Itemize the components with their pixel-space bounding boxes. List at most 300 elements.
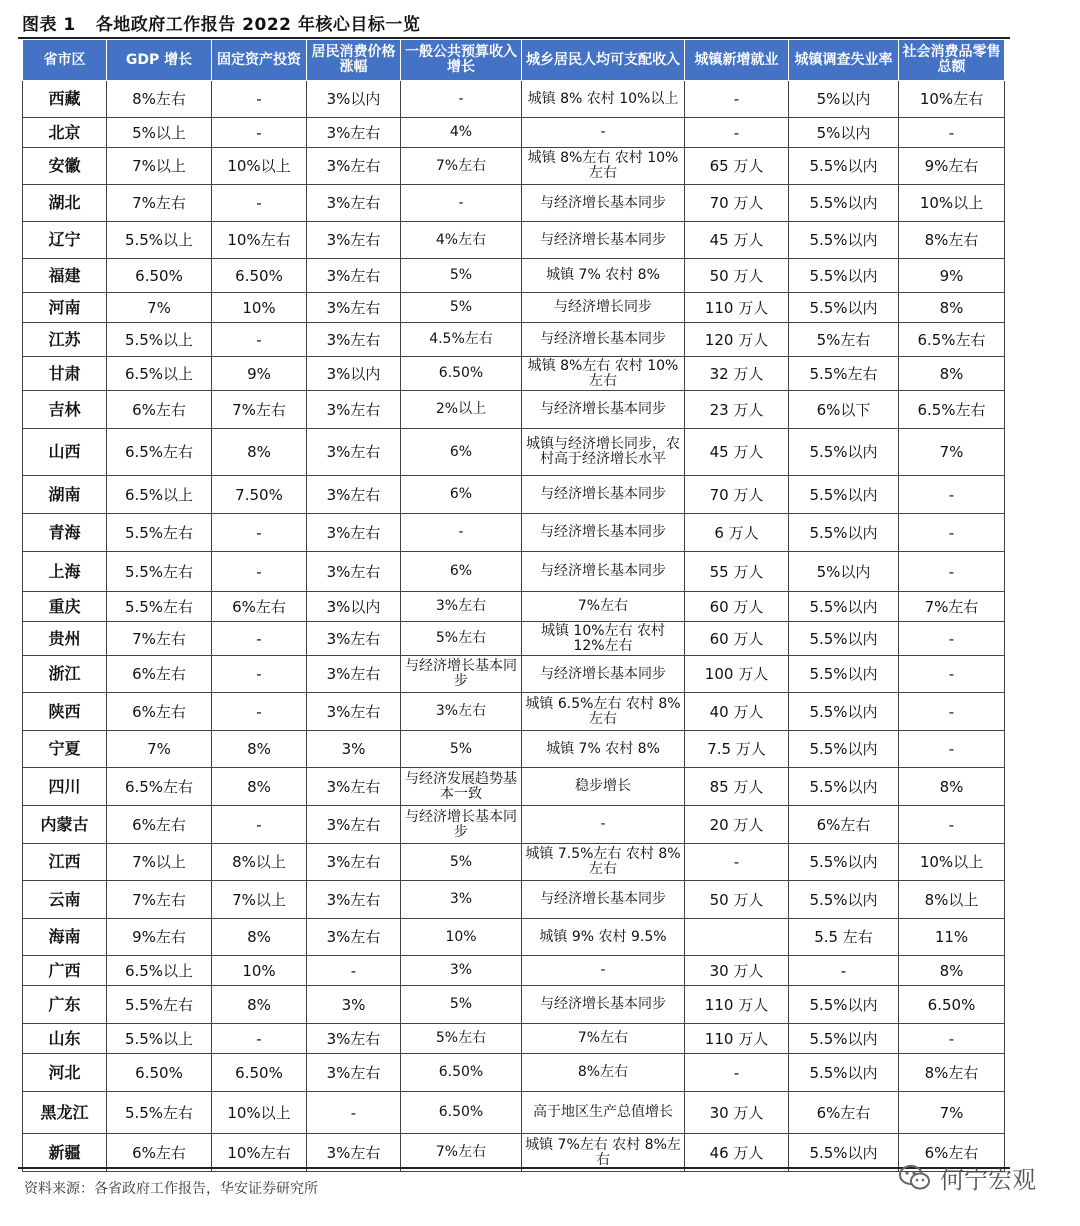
- table-cell: 5.5%以上: [107, 222, 212, 259]
- table-cell: 8%以上: [899, 881, 1005, 919]
- table-cell: 与经济增长基本同步: [522, 391, 685, 429]
- table-cell: 5%: [401, 259, 522, 293]
- table-cell: 5.5 左右: [789, 919, 899, 956]
- table-cell: 3%左右: [307, 222, 401, 259]
- table-cell: 7%以上: [212, 881, 307, 919]
- figure-title: [22, 10, 420, 35]
- table-cell: 6%左右: [107, 806, 212, 844]
- table-row: [23, 552, 1005, 592]
- table-cell: -: [401, 514, 522, 552]
- table-cell: 10%: [212, 293, 307, 323]
- table-row: [23, 693, 1005, 731]
- table-cell: 与经济增长基本同步: [401, 806, 522, 844]
- table-cell: 120 万人: [685, 323, 789, 357]
- table-cell: -: [685, 844, 789, 881]
- table-cell: 5.5%以内: [789, 148, 899, 185]
- province-cell: 西藏: [23, 81, 107, 118]
- table-cell: -: [212, 81, 307, 118]
- table-cell: -: [212, 118, 307, 148]
- table-cell: 9%左右: [107, 919, 212, 956]
- table-cell: -: [899, 476, 1005, 514]
- table-cell: 30 万人: [685, 956, 789, 986]
- table-cell: 3%左右: [307, 1054, 401, 1092]
- province-cell: 内蒙古: [23, 806, 107, 844]
- table-cell: 70 万人: [685, 476, 789, 514]
- table-cell: 6%左右: [107, 656, 212, 693]
- table-cell: 10%: [212, 956, 307, 986]
- table-cell: 5.5%以内: [789, 592, 899, 622]
- table-cell: 10%以上: [899, 844, 1005, 881]
- table-cell: 5.5%左右: [107, 552, 212, 592]
- table-cell: 城镇 7% 农村 8%: [522, 259, 685, 293]
- table-cell: 3%左右: [307, 293, 401, 323]
- table-cell: 5%左右: [401, 622, 522, 656]
- table-cell: 7%左右: [522, 592, 685, 622]
- table-row: [23, 881, 1005, 919]
- table-cell: 5.5%以内: [789, 844, 899, 881]
- table-cell: 3%左右: [307, 514, 401, 552]
- table-cell: -: [212, 185, 307, 222]
- table-row: [23, 956, 1005, 986]
- province-cell: 江苏: [23, 323, 107, 357]
- table-cell: 5.5%左右: [107, 592, 212, 622]
- source-note: 资料来源：各省政府工作报告，华安证券研究所: [24, 1181, 318, 1197]
- table-cell: 23 万人: [685, 391, 789, 429]
- table-cell: 100 万人: [685, 656, 789, 693]
- table-row: [23, 81, 1005, 118]
- table-cell: 8%: [212, 731, 307, 768]
- table-cell: 8%: [212, 768, 307, 806]
- table-cell: 高于地区生产总值增长: [522, 1092, 685, 1134]
- bottom-rule: [18, 1167, 1010, 1169]
- table-cell: 5.5%以上: [107, 323, 212, 357]
- watermark: [898, 1160, 1036, 1195]
- table-cell: 10%以上: [212, 1092, 307, 1134]
- table-cell: 10%左右: [899, 81, 1005, 118]
- province-cell: 河北: [23, 1054, 107, 1092]
- table-cell: 6.50%: [401, 1092, 522, 1134]
- table-cell: 4%左右: [401, 222, 522, 259]
- table-cell: 10%: [401, 919, 522, 956]
- table-cell: 与经济增长基本同步: [522, 656, 685, 693]
- column-header: 城乡居民人均可支配收入: [522, 40, 685, 81]
- table-cell: 7%以上: [107, 844, 212, 881]
- table-cell: 5%左右: [401, 1024, 522, 1054]
- table-cell: -: [685, 1054, 789, 1092]
- table-cell: 110 万人: [685, 1024, 789, 1054]
- table-cell: 5.5%以内: [789, 1054, 899, 1092]
- table-cell: -: [307, 1092, 401, 1134]
- table-cell: 城镇 8%左右 农村 10%左右: [522, 357, 685, 391]
- table-cell: -: [899, 731, 1005, 768]
- table-cell: 4%: [401, 118, 522, 148]
- province-cell: 福建: [23, 259, 107, 293]
- table-cell: [685, 919, 789, 956]
- table-cell: 6.50%: [107, 1054, 212, 1092]
- table-cell: 3%: [401, 956, 522, 986]
- table-cell: 5.5%以内: [789, 185, 899, 222]
- table-cell: 5.5%以内: [789, 622, 899, 656]
- table-cell: 8%左右: [107, 81, 212, 118]
- table-cell: 6.5%左右: [899, 323, 1005, 357]
- table-cell: 2%以上: [401, 391, 522, 429]
- table-row: [23, 259, 1005, 293]
- table-cell: 5.5%左右: [107, 986, 212, 1024]
- wechat-icon: [898, 1163, 932, 1193]
- table-cell: 与经济增长基本同步: [522, 222, 685, 259]
- column-header: GDP 增长: [107, 40, 212, 81]
- table-cell: 10%左右: [212, 222, 307, 259]
- table-cell: 7%: [107, 731, 212, 768]
- table-cell: 8%左右: [899, 1054, 1005, 1092]
- table-cell: 3%以内: [307, 592, 401, 622]
- table-cell: 6.5%左右: [107, 768, 212, 806]
- table-cell: 3%左右: [307, 1024, 401, 1054]
- table-cell: 6%左右: [899, 1134, 1005, 1172]
- table-cell: 8%左右: [899, 222, 1005, 259]
- table-cell: 与经济增长基本同步: [401, 656, 522, 693]
- table-cell: 7%左右: [401, 1134, 522, 1172]
- table-cell: 6.50%: [212, 259, 307, 293]
- table-cell: 70 万人: [685, 185, 789, 222]
- table-cell: 6%左右: [107, 1134, 212, 1172]
- table-cell: 40 万人: [685, 693, 789, 731]
- table-cell: 3%左右: [307, 693, 401, 731]
- table-cell: 6.50%: [899, 986, 1005, 1024]
- table-cell: -: [789, 956, 899, 986]
- province-cell: 江西: [23, 844, 107, 881]
- table-row: [23, 919, 1005, 956]
- table-cell: 与经济增长基本同步: [522, 986, 685, 1024]
- table-row: [23, 592, 1005, 622]
- province-cell: 山西: [23, 429, 107, 476]
- province-cell: 河南: [23, 293, 107, 323]
- table-cell: 10%左右: [212, 1134, 307, 1172]
- table-row: [23, 768, 1005, 806]
- table-cell: 5.5%左右: [107, 1092, 212, 1134]
- table-cell: 5.5%以内: [789, 1134, 899, 1172]
- column-header: 城镇新增就业: [685, 40, 789, 81]
- table-cell: 城镇 8% 农村 10%以上: [522, 81, 685, 118]
- table-cell: 7%: [899, 429, 1005, 476]
- table-cell: 3%左右: [307, 844, 401, 881]
- province-cell: 湖北: [23, 185, 107, 222]
- table-cell: 3%左右: [307, 1134, 401, 1172]
- table-cell: 65 万人: [685, 148, 789, 185]
- table-row: [23, 986, 1005, 1024]
- table-cell: 10%以上: [212, 148, 307, 185]
- table-row: [23, 1134, 1005, 1172]
- table-cell: -: [212, 622, 307, 656]
- province-cell: 四川: [23, 768, 107, 806]
- table-cell: 3%: [401, 881, 522, 919]
- table-cell: 3%左右: [307, 323, 401, 357]
- table-cell: -: [899, 552, 1005, 592]
- table-cell: 5%: [401, 293, 522, 323]
- column-header: 省市区: [23, 40, 107, 81]
- table-cell: 5.5%以内: [789, 293, 899, 323]
- table-cell: 3%左右: [307, 118, 401, 148]
- table-cell: -: [522, 806, 685, 844]
- province-cell: 吉林: [23, 391, 107, 429]
- table-cell: -: [899, 622, 1005, 656]
- province-cell: 青海: [23, 514, 107, 552]
- table-cell: 8%: [899, 357, 1005, 391]
- table-cell: 3%左右: [307, 881, 401, 919]
- table-cell: 5.5%以内: [789, 429, 899, 476]
- table-cell: 7%左右: [107, 622, 212, 656]
- table-cell: 城镇 7.5%左右 农村 8%左右: [522, 844, 685, 881]
- table-cell: -: [212, 323, 307, 357]
- province-cell: 陕西: [23, 693, 107, 731]
- table-cell: 3%左右: [401, 693, 522, 731]
- table-cell: -: [685, 81, 789, 118]
- table-cell: 5%以上: [107, 118, 212, 148]
- province-cell: 新疆: [23, 1134, 107, 1172]
- table-cell: 5.5%以内: [789, 881, 899, 919]
- table-cell: 9%: [212, 357, 307, 391]
- province-cell: 黑龙江: [23, 1092, 107, 1134]
- table-cell: 8%: [212, 986, 307, 1024]
- table-cell: 7.50%: [212, 476, 307, 514]
- table-cell: 7%以上: [107, 148, 212, 185]
- table-cell: 7%: [107, 293, 212, 323]
- table-row: [23, 476, 1005, 514]
- table-cell: 5%以内: [789, 552, 899, 592]
- table-cell: 城镇 9% 农村 9.5%: [522, 919, 685, 956]
- table-cell: 3%以内: [307, 357, 401, 391]
- column-header: 城镇调查失业率: [789, 40, 899, 81]
- table-cell: 4.5%左右: [401, 323, 522, 357]
- table-cell: 7%左右: [522, 1024, 685, 1054]
- table-cell: 60 万人: [685, 592, 789, 622]
- table-cell: 7%左右: [107, 881, 212, 919]
- table-cell: 6.5%以上: [107, 956, 212, 986]
- table-cell: 与经济增长同步: [522, 293, 685, 323]
- table-cell: 60 万人: [685, 622, 789, 656]
- table-cell: 3%左右: [307, 919, 401, 956]
- table-cell: 与经济增长基本同步: [522, 514, 685, 552]
- table-row: [23, 293, 1005, 323]
- table-cell: 5.5%以内: [789, 476, 899, 514]
- table-row: [23, 1054, 1005, 1092]
- table-cell: 3%左右: [307, 768, 401, 806]
- table-cell: -: [212, 693, 307, 731]
- table-cell: 6%左右: [789, 1092, 899, 1134]
- table-cell: 5%以内: [789, 81, 899, 118]
- table-cell: -: [899, 514, 1005, 552]
- table-cell: 城镇 7% 农村 8%: [522, 731, 685, 768]
- table-cell: 3%左右: [307, 806, 401, 844]
- table-row: [23, 806, 1005, 844]
- table-cell: 6.50%: [107, 259, 212, 293]
- table-cell: 5.5%以上: [107, 1024, 212, 1054]
- table-cell: 6.5%以上: [107, 357, 212, 391]
- table-header-row: [23, 40, 1005, 81]
- table-cell: 6%: [401, 476, 522, 514]
- province-cell: 辽宁: [23, 222, 107, 259]
- table-cell: 6.50%: [401, 357, 522, 391]
- table-cell: 7.5 万人: [685, 731, 789, 768]
- table-cell: 6.50%: [212, 1054, 307, 1092]
- table-row: [23, 357, 1005, 391]
- province-cell: 安徽: [23, 148, 107, 185]
- figure-title-text: 各地政府工作报告 2022 年核心目标一览: [95, 15, 421, 35]
- table-cell: 5.5%以内: [789, 514, 899, 552]
- table-cell: 3%左右: [307, 429, 401, 476]
- table-cell: -: [212, 1024, 307, 1054]
- table-cell: -: [899, 693, 1005, 731]
- table-cell: 5%: [401, 986, 522, 1024]
- table-cell: 30 万人: [685, 1092, 789, 1134]
- province-cell: 北京: [23, 118, 107, 148]
- column-header: 一般公共预算收入增长: [401, 40, 522, 81]
- table-cell: 110 万人: [685, 986, 789, 1024]
- table-cell: 3%: [307, 986, 401, 1024]
- table-cell: 5.5%以内: [789, 1024, 899, 1054]
- table-cell: 8%: [212, 919, 307, 956]
- table-row: [23, 731, 1005, 768]
- province-cell: 云南: [23, 881, 107, 919]
- table-row: [23, 148, 1005, 185]
- column-header: 居民消费价格涨幅: [307, 40, 401, 81]
- table-cell: 与经济增长基本同步: [522, 552, 685, 592]
- table-cell: 10%以上: [899, 185, 1005, 222]
- table-cell: 与经济增长基本同步: [522, 881, 685, 919]
- table-cell: 6%左右: [107, 391, 212, 429]
- table-cell: -: [401, 185, 522, 222]
- table-cell: 与经济增长基本同步: [522, 476, 685, 514]
- table-cell: 6.5%左右: [899, 391, 1005, 429]
- table-cell: 46 万人: [685, 1134, 789, 1172]
- province-cell: 贵州: [23, 622, 107, 656]
- column-header: 社会消费品零售总额: [899, 40, 1005, 81]
- table-row: [23, 391, 1005, 429]
- table-cell: 5%以内: [789, 118, 899, 148]
- table-cell: 城镇 7%左右 农村 8%左右: [522, 1134, 685, 1172]
- table-cell: 3%以内: [307, 81, 401, 118]
- table-row: [23, 1024, 1005, 1054]
- table-cell: 5.5%以内: [789, 768, 899, 806]
- table-cell: 5.5%以内: [789, 986, 899, 1024]
- table-cell: 6 万人: [685, 514, 789, 552]
- table-cell: 3%左右: [307, 185, 401, 222]
- table-cell: 6.5%以上: [107, 476, 212, 514]
- table-cell: 5%: [401, 731, 522, 768]
- province-cell: 浙江: [23, 656, 107, 693]
- table-cell: -: [212, 656, 307, 693]
- province-cell: 上海: [23, 552, 107, 592]
- table-cell: 3%左右: [307, 259, 401, 293]
- table-cell: 与经济增长基本同步: [522, 323, 685, 357]
- table-cell: -: [899, 118, 1005, 148]
- table-cell: 85 万人: [685, 768, 789, 806]
- table-cell: 50 万人: [685, 259, 789, 293]
- table-cell: -: [685, 118, 789, 148]
- column-header: 固定资产投资: [212, 40, 307, 81]
- province-cell: 宁夏: [23, 731, 107, 768]
- table-cell: 20 万人: [685, 806, 789, 844]
- table-cell: 6%以下: [789, 391, 899, 429]
- table-cell: 3%左右: [307, 656, 401, 693]
- table-cell: 5%: [401, 844, 522, 881]
- table-cell: 8%: [899, 293, 1005, 323]
- table-cell: 7%左右: [212, 391, 307, 429]
- province-cell: 广东: [23, 986, 107, 1024]
- table-cell: -: [307, 956, 401, 986]
- table-cell: 5.5%以内: [789, 259, 899, 293]
- table-row: [23, 844, 1005, 881]
- table-cell: -: [401, 81, 522, 118]
- table-row: [23, 656, 1005, 693]
- table-cell: -: [522, 956, 685, 986]
- table-row: [23, 118, 1005, 148]
- table-cell: 3%: [307, 731, 401, 768]
- table-cell: 3%左右: [307, 476, 401, 514]
- table-cell: 110 万人: [685, 293, 789, 323]
- table-cell: 与经济增长基本同步: [522, 185, 685, 222]
- table-cell: 7%左右: [401, 148, 522, 185]
- table-cell: 城镇 10%左右 农村 12%左右: [522, 622, 685, 656]
- table-cell: 城镇与经济增长同步，农村高于经济增长水平: [522, 429, 685, 476]
- table-cell: 45 万人: [685, 429, 789, 476]
- table-cell: 3%左右: [307, 148, 401, 185]
- table-cell: 5.5%左右: [789, 357, 899, 391]
- table-cell: 5.5%左右: [107, 514, 212, 552]
- table-row: [23, 622, 1005, 656]
- table-cell: 5.5%以内: [789, 222, 899, 259]
- table-cell: -: [212, 514, 307, 552]
- table-cell: 9%: [899, 259, 1005, 293]
- province-cell: 湖南: [23, 476, 107, 514]
- table-cell: 6.50%: [401, 1054, 522, 1092]
- province-cell: 海南: [23, 919, 107, 956]
- table-cell: 5.5%以内: [789, 693, 899, 731]
- table-cell: 6%: [401, 429, 522, 476]
- table-cell: 50 万人: [685, 881, 789, 919]
- table-cell: 8%以上: [212, 844, 307, 881]
- table-cell: -: [522, 118, 685, 148]
- table-cell: 7%左右: [899, 592, 1005, 622]
- table-cell: 9%左右: [899, 148, 1005, 185]
- table-cell: 6.5%左右: [107, 429, 212, 476]
- table-cell: 6%: [401, 552, 522, 592]
- table-cell: -: [212, 552, 307, 592]
- table-cell: 与经济发展趋势基本一致: [401, 768, 522, 806]
- table-cell: -: [899, 1024, 1005, 1054]
- table-cell: 城镇 6.5%左右 农村 8%左右: [522, 693, 685, 731]
- table-cell: 3%左右: [307, 552, 401, 592]
- table-cell: 3%左右: [307, 622, 401, 656]
- table-cell: -: [899, 806, 1005, 844]
- province-cell: 山东: [23, 1024, 107, 1054]
- table-cell: 6%左右: [107, 693, 212, 731]
- table-cell: 5.5%以内: [789, 731, 899, 768]
- table-cell: -: [899, 656, 1005, 693]
- province-cell: 重庆: [23, 592, 107, 622]
- table-cell: 7%左右: [107, 185, 212, 222]
- table-cell: 8%: [212, 429, 307, 476]
- table-cell: 稳步增长: [522, 768, 685, 806]
- table-body: [23, 81, 1005, 1172]
- watermark-text: 何宁宏观: [940, 1166, 1036, 1194]
- table-cell: 45 万人: [685, 222, 789, 259]
- table-row: [23, 222, 1005, 259]
- table-cell: 11%: [899, 919, 1005, 956]
- province-cell: 甘肃: [23, 357, 107, 391]
- table-cell: 5.5%以内: [789, 656, 899, 693]
- targets-table: [22, 39, 1005, 1172]
